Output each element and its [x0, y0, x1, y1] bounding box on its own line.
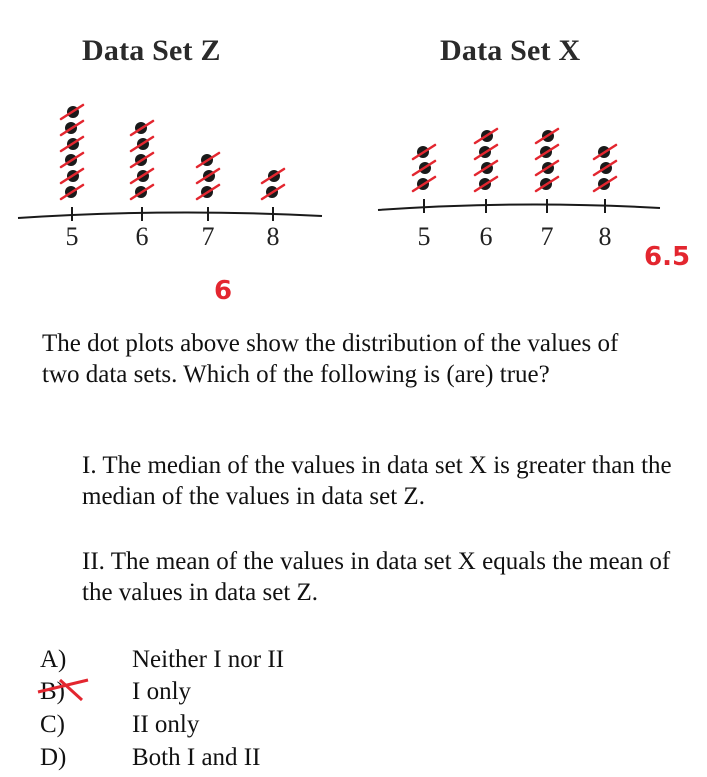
handwritten-median-x: 6.5	[644, 242, 691, 272]
dot-plots	[0, 0, 707, 320]
tick-label-z-6: 6	[135, 222, 149, 251]
tick-label-x-6: 6	[479, 222, 493, 251]
tick-label-x-8: 8	[598, 222, 612, 251]
axis-line-z	[18, 212, 322, 218]
plot-title-x: Data Set X	[440, 34, 581, 67]
tick-label-x-7: 7	[540, 222, 554, 251]
statement-2: II. The mean of the values in data set X equals the mean of the values in data set Z.	[82, 548, 671, 606]
tick-label-z-8: 8	[266, 222, 280, 251]
option-c-text[interactable]: II only	[132, 711, 200, 738]
option-b-letter[interactable]: B)	[40, 678, 65, 705]
tick-label-x-5: 5	[417, 222, 431, 251]
handwritten-median-z: 6	[214, 276, 233, 306]
axis-line-x	[378, 204, 660, 210]
option-b-text[interactable]: I only	[132, 678, 192, 705]
option-a-text[interactable]: Neither I nor II	[132, 646, 285, 673]
question-stem: The dot plots above show the distribution of the values of two data sets. Which of the following is (are) true?	[42, 330, 619, 388]
option-a-letter[interactable]: A)	[40, 646, 67, 673]
tick-label-z-5: 5	[65, 222, 79, 251]
plot-title-z: Data Set Z	[82, 34, 221, 67]
option-d-text[interactable]: Both I and II	[132, 744, 261, 771]
statement-1: I. The median of the values in data set X is greater than the median of the values in data set Z.	[82, 452, 672, 510]
option-d-letter[interactable]: D)	[40, 744, 67, 771]
option-c-letter[interactable]: C)	[40, 711, 65, 738]
tick-label-z-7: 7	[201, 222, 215, 251]
